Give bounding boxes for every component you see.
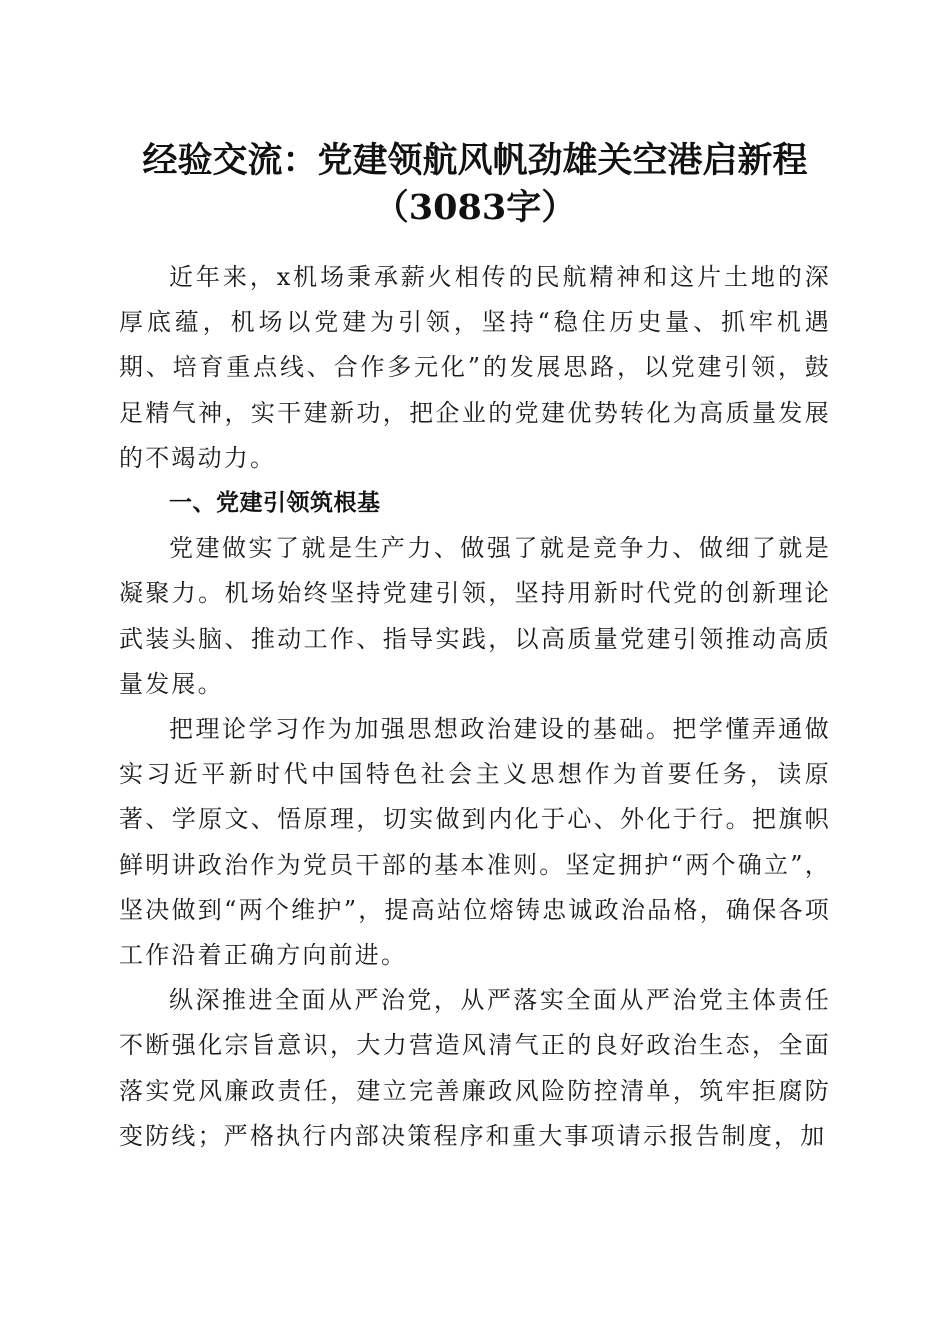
document-body	[119, 255, 831, 1159]
paragraph: 把理论学习作为加强思想政治建设的基础。把学懂弄通做实习近平新时代中国特色社会主义思想作为首要任务，读原著、学原文、悟原理，切实做到内化于心、外化于行。把旗帜鲜明讲政治作为党员干部的基本准则。坚定拥护“两个确立”，坚决做到“两个维护”，提高站位熔铸忠诚政治品格，确保各项工作沿着正确方向前进。	[119, 715, 831, 970]
paragraph: 党建做实了就是生产力、做强了就是竞争力、做细了就是凝聚力。机场始终坚持党建引领，坚持用新时代党的创新理论武装头脑、推动工作、指导实践，以高质量党建引领推动高质量发展。	[119, 534, 831, 698]
document-word-count: （3083字）	[373, 187, 577, 228]
document-title: 经验交流：党建领航风帆劲雄关空港启新程	[142, 140, 808, 181]
paragraph: 纵深推进全面从严治党，从严落实全面从严治党主体责任不断强化宗旨意识，大力营造风清气正的良好政治生态，全面落实党风廉政责任，建立完善廉政风险防控清单，筑牢拒腐防变防线；严格执行内部决策程序和重大事项请示报告制度，加	[119, 986, 831, 1150]
section-heading: 一、党建引领筑根基	[169, 490, 381, 517]
paragraph-intro: 近年来，x机场秉承薪火相传的民航精神和这片土地的深厚底蕴，机场以党建为引领，坚持“稳住历史量、抓牢机遇期、培育重点线、合作多元化”的发展思路，以党建引领，鼓足精气神，实干建新功，把企业的党建优势转化为高质量发展的不竭动力。	[119, 263, 831, 472]
